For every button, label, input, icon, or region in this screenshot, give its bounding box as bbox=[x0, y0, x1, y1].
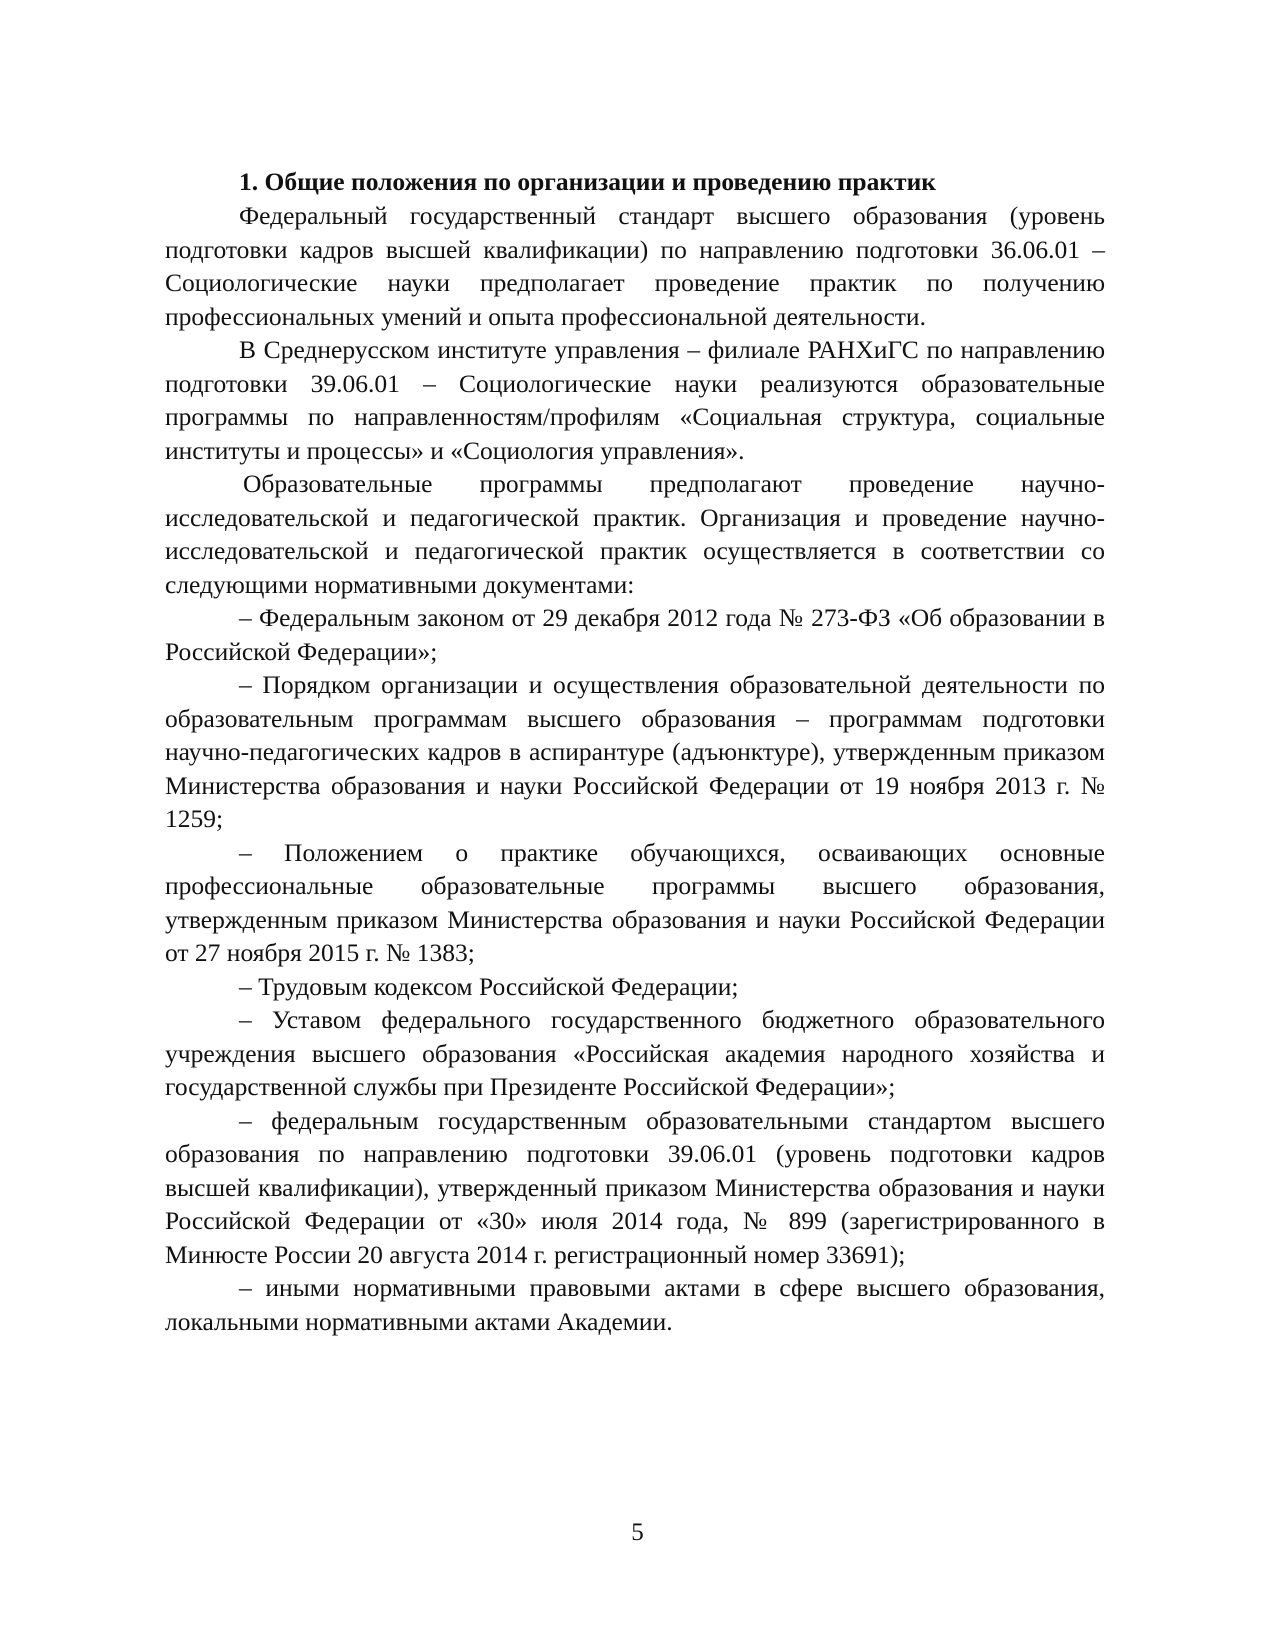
list-item-other-acts: – иными нормативными правовыми актами в сфере высшего образования, локальными нормативными актами Академии. bbox=[165, 1273, 1105, 1336]
list-item-labor-code: – Трудовым кодексом Российской Федерации; bbox=[239, 971, 739, 1001]
paragraph-standard: Федеральный государственный стандарт высшего образования (уровень подготовки кадров высшей квалификации) по направлению подготовки 36.06.01 – Социологические науки предполагает проведение практик по получению профессиональных умений и опыта профессиональной деятельности. bbox=[165, 201, 1105, 331]
paragraph-programs: Образовательные программы предполагают проведение научно-исследовательской и педагогической практик. Организация и проведение научно-исследовательской и педагогической практик осуществляется в соответствии со следующими нормативными документами: bbox=[165, 469, 1105, 599]
list-item-federal-standard: – федеральным государственным образовательными стандартом высшего образования по направлению подготовки 39.06.01 (уровень подготовки кадров высшей квалификации), утвержденный приказом Министерства образования и науки Российской Федерации от «30» июля 2014 года, № 899 (зарегистрированного в Минюсте России 20 августа 2014 г. регистрационный номер 33691); bbox=[165, 1105, 1105, 1269]
list-item-federal-law: – Федеральным законом от 29 декабря 2012 года № 273-ФЗ «Об образовании в Российской Федерации»; bbox=[165, 603, 1105, 666]
page-number: 5 bbox=[631, 1519, 644, 1546]
list-item-regulation: – Положением о практике обучающихся, осваивающих основные профессиональные образовательные программы высшего образования, утвержденным приказом Министерства образования и науки Российской Федерации от 27 ноября 2015 г. № 1383; bbox=[165, 837, 1105, 967]
page-content bbox=[165, 165, 1105, 1338]
list-item-procedure: – Порядком организации и осуществления образовательной деятельности по образовательным программам высшего образования – программам подготовки научно-педагогических кадров в аспирантуре (адъюнктуре), утвержденным приказом Министерства образования и науки Российской Федерации от 19 ноября 2013 г. № 1259; bbox=[165, 670, 1105, 833]
list-item-charter: – Уставом федерального государственного бюджетного образовательного учреждения высшего образования «Российская академия народного хозяйства и государственной службы при Президенте Российской Федерации»; bbox=[165, 1005, 1105, 1101]
paragraph-institute: В Среднерусском институте управления – филиале РАНХиГС по направлению подготовки 39.06.01 – Социологические науки реализуются образовательные программы по направленностям/профилям «Социальная структура, социальные институты и процессы» и «Социология управления». bbox=[165, 335, 1105, 465]
section-heading: 1. Общие положения по организации и проведению практик bbox=[239, 167, 936, 196]
